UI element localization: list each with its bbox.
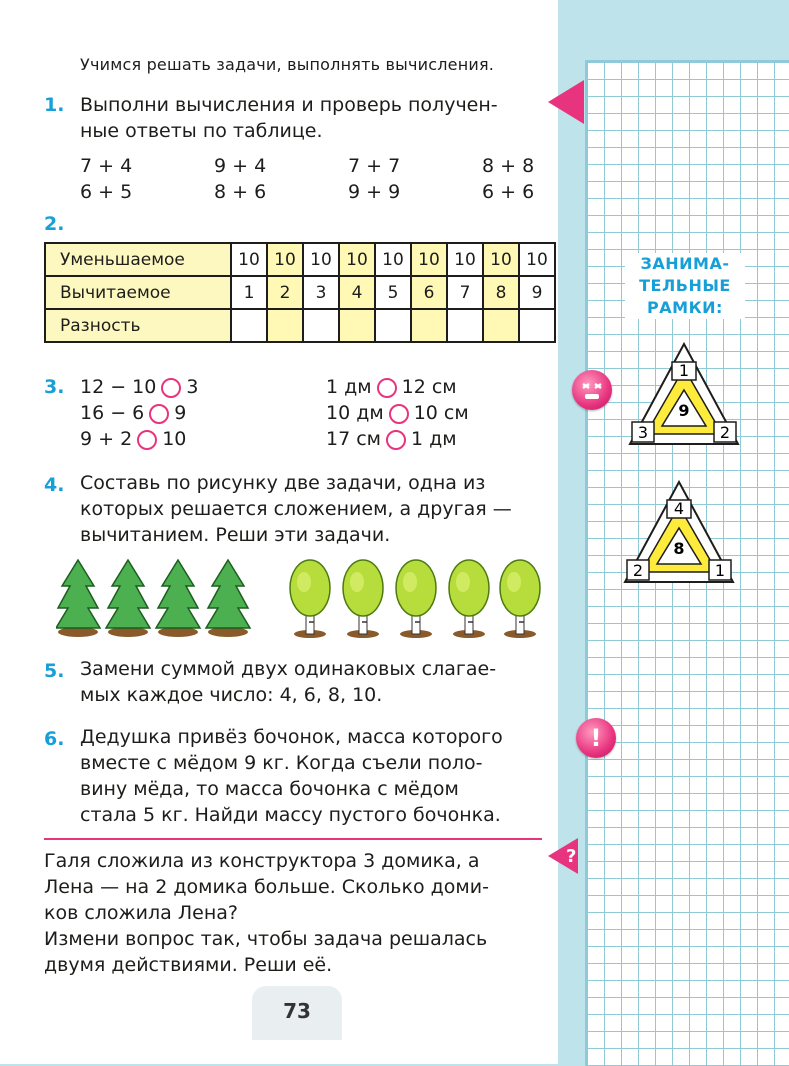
task6-line4: стала 5 кг. Найди массу пустого бочонка. — [80, 804, 501, 826]
compare-left: 1 дм — [326, 376, 372, 398]
answer-cell[interactable] — [267, 309, 303, 342]
table-cell: 10 — [267, 243, 303, 276]
table-cell: 9 — [519, 276, 555, 309]
warning-icon: ! — [576, 718, 616, 758]
triangle1-right: 2 — [719, 423, 731, 442]
table-cell: 10 — [231, 243, 267, 276]
bookmark-tab — [548, 80, 584, 124]
birch-tree — [396, 560, 436, 638]
compare-left: 9 + 2 — [80, 428, 133, 450]
task1-expr: 9 + 9 — [348, 181, 401, 203]
task-number-2: 2. — [44, 213, 65, 235]
extra-line5: двумя действиями. Реши её. — [44, 954, 333, 976]
birch-tree — [290, 560, 330, 638]
compare-right: 10 см — [413, 402, 469, 424]
table-cell: 10 — [339, 243, 375, 276]
task1-expr: 8 + 8 — [482, 155, 535, 177]
subtraction-table — [44, 242, 556, 343]
table-cell: 10 — [483, 243, 519, 276]
task4-line1: Составь по рисунку две задачи, одна из — [80, 472, 486, 494]
page-header: Учимся решать задачи, выполнять вычисления. — [80, 55, 495, 74]
page-number: 73 — [252, 986, 342, 1040]
trees-illustration — [56, 556, 546, 640]
compare-row — [80, 376, 198, 398]
compare-row — [326, 402, 469, 424]
fir-tree — [56, 560, 100, 637]
table-cell: 6 — [411, 276, 447, 309]
answer-cell[interactable] — [339, 309, 375, 342]
task-number-3: 3. — [44, 376, 65, 398]
question-icon: ? — [566, 846, 577, 867]
compare-circle[interactable] — [386, 430, 406, 450]
compare-right: 10 — [162, 428, 187, 450]
answer-cell[interactable] — [303, 309, 339, 342]
task-number-6: 6. — [44, 728, 65, 750]
task1-expr: 7 + 7 — [348, 155, 401, 177]
table-cell: 3 — [303, 276, 339, 309]
triangle-frame-1 — [628, 342, 740, 446]
table-cell: 8 — [483, 276, 519, 309]
sidebar-title — [625, 253, 745, 319]
compare-row — [326, 428, 457, 450]
compare-circle[interactable] — [389, 404, 409, 424]
triangle1-left: 3 — [637, 423, 649, 442]
task1-expr: 6 + 5 — [80, 181, 133, 203]
task1-expr: 7 + 4 — [80, 155, 133, 177]
answer-cell[interactable] — [483, 309, 519, 342]
task1-expr: 6 + 6 — [482, 181, 535, 203]
table-row — [45, 243, 555, 276]
compare-circle[interactable] — [137, 430, 157, 450]
extra-line1: Галя сложила из конструктора 3 домика, а — [44, 850, 480, 872]
triangle1-center: 9 — [678, 401, 690, 420]
table-row — [45, 309, 555, 342]
fir-tree — [156, 560, 200, 637]
task4-line3: вычитанием. Реши эти задачи. — [80, 524, 391, 546]
birch-tree — [343, 560, 383, 638]
triangle-frame-2 — [620, 480, 738, 584]
task1-line1: Выполни вычисления и проверь получен- — [80, 94, 498, 116]
row-label: Уменьшаемое — [45, 243, 231, 276]
face-icon — [572, 370, 612, 410]
table-cell: 10 — [375, 243, 411, 276]
compare-row — [326, 376, 457, 398]
row-label: Вычитаемое — [45, 276, 231, 309]
task1-expr: 9 + 4 — [214, 155, 267, 177]
compare-left: 17 см — [326, 428, 381, 450]
table-cell: 10 — [411, 243, 447, 276]
sidebar-title-line: ТЕЛЬНЫЕ — [639, 276, 731, 295]
table-cell: 4 — [339, 276, 375, 309]
extra-line3: ков сложила Лена? — [44, 902, 238, 924]
answer-cell[interactable] — [447, 309, 483, 342]
triangle2-right: 1 — [714, 561, 726, 580]
compare-right: 12 см — [401, 376, 457, 398]
task-number-4: 4. — [44, 474, 65, 496]
triangle1-top: 1 — [678, 361, 690, 380]
compare-left: 10 дм — [326, 402, 384, 424]
task5-line2: мых каждое число: 4, 6, 8, 10. — [80, 684, 383, 706]
compare-circle[interactable] — [161, 378, 181, 398]
task6-line1: Дедушка привёз бочонок, масса которого — [80, 726, 503, 748]
compare-left: 16 − 6 — [80, 402, 145, 424]
compare-left: 12 − 10 — [80, 376, 157, 398]
compare-right: 3 — [186, 376, 199, 398]
compare-row — [80, 428, 186, 450]
extra-line4: Измени вопрос так, чтобы задача решалась — [44, 928, 488, 950]
task1-line2: ные ответы по таблице. — [80, 120, 323, 142]
answer-cell[interactable] — [411, 309, 447, 342]
table-cell: 7 — [447, 276, 483, 309]
row-label: Разность — [45, 309, 231, 342]
table-row — [45, 276, 555, 309]
compare-circle[interactable] — [149, 404, 169, 424]
task-number-5: 5. — [44, 660, 65, 682]
table-cell: 10 — [303, 243, 339, 276]
compare-circle[interactable] — [377, 378, 397, 398]
sidebar-title-line: РАМКИ: — [647, 298, 723, 317]
section-divider — [44, 838, 542, 840]
answer-cell[interactable] — [375, 309, 411, 342]
table-cell: 5 — [375, 276, 411, 309]
face-icon-glyph — [572, 370, 612, 410]
fir-tree — [206, 560, 250, 637]
task4-line2: которых решается сложением, а другая — — [80, 498, 512, 520]
triangle2-left: 2 — [632, 561, 644, 580]
answer-cell[interactable] — [231, 309, 267, 342]
table-cell: 10 — [519, 243, 555, 276]
birch-tree — [500, 560, 540, 638]
triangle2-top: 4 — [673, 499, 685, 518]
table-cell: 10 — [447, 243, 483, 276]
answer-cell[interactable] — [519, 309, 555, 342]
task-number-1: 1. — [44, 94, 65, 116]
fir-tree — [106, 560, 150, 637]
table-cell: 2 — [267, 276, 303, 309]
table-cell: 1 — [231, 276, 267, 309]
compare-right: 1 дм — [411, 428, 457, 450]
compare-right: 9 — [174, 402, 187, 424]
extra-line2: Лена — на 2 домика больше. Сколько доми- — [44, 876, 489, 898]
sidebar-title-line: ЗАНИМА- — [640, 254, 730, 273]
task1-expr: 8 + 6 — [214, 181, 267, 203]
triangle2-center: 8 — [673, 539, 685, 558]
compare-row — [80, 402, 186, 424]
birch-tree — [449, 560, 489, 638]
task6-line3: вину мёда, то масса бочонка с мёдом — [80, 778, 459, 800]
task6-line2: вместе с мёдом 9 кг. Когда съели поло- — [80, 752, 483, 774]
task5-line1: Замени суммой двух одинаковых слагае- — [80, 658, 497, 680]
